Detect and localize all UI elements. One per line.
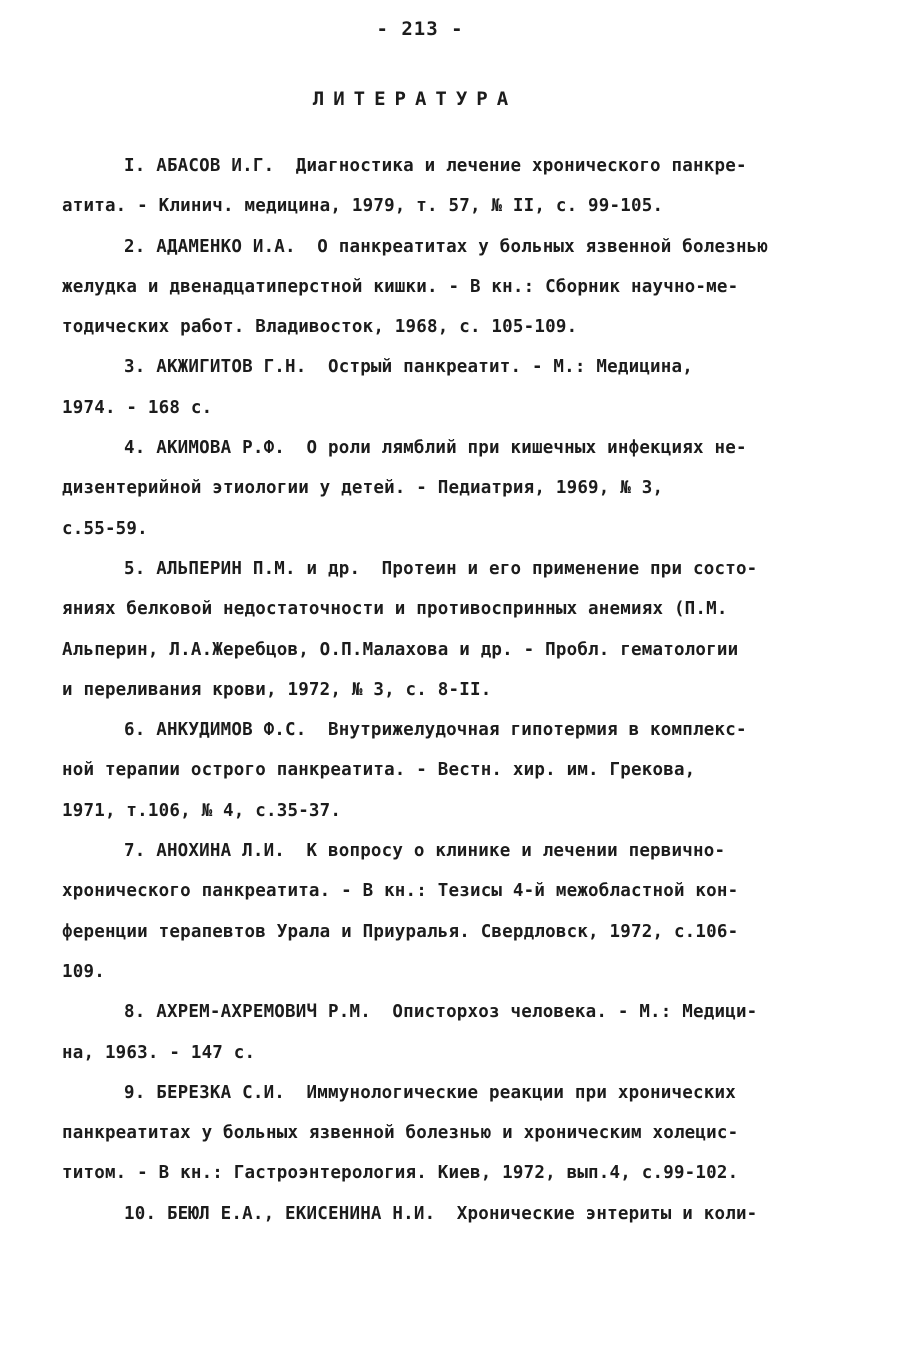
reference-item <box>62 146 862 227</box>
reference-line: дизентерийной этиологии у детей. - Педиатрия, 1969, № 3, <box>62 478 664 499</box>
reference-line: 1971, т.106, № 4, с.35-37. <box>62 800 342 821</box>
reference-line: 1974. - 168 с. <box>62 397 213 418</box>
reference-line: I. АБАСОВ И.Г. Диагностика и лечение хронического панкре- <box>124 156 747 176</box>
reference-line: яниях белковой недостаточности и противоспринных анемиях (П.М. <box>62 599 728 620</box>
reference-line: с.55-59. <box>62 518 148 539</box>
reference-line: ной терапии острого панкреатита. - Вестн. хир. им. Грекова, <box>62 760 696 781</box>
reference-line: 7. АНОХИНА Л.И. К вопросу о клинике и лечении первично- <box>124 841 726 862</box>
reference-line: на, 1963. - 147 с. <box>62 1042 256 1063</box>
reference-item <box>62 549 862 710</box>
reference-item <box>62 227 862 348</box>
reference-item <box>62 1194 862 1234</box>
reference-line: и переливания крови, 1972, № 3, с. 8-II. <box>62 679 492 700</box>
reference-line: хронического панкреатита. - В кн.: Тезисы 4-й межобластной кон- <box>62 881 739 902</box>
reference-line: Альперин, Л.А.Жеребцов, О.П.Малахова и др. - Пробл. гематологии <box>62 639 739 660</box>
reference-item <box>62 347 862 428</box>
reference-item <box>62 428 862 549</box>
reference-item <box>62 992 862 1073</box>
reference-line: желудка и двенадцатиперстной кишки. - В кн.: Сборник научно-ме- <box>62 276 739 297</box>
reference-line: ференции терапевтов Урала и Приуралья. Свердловск, 1972, с.106- <box>62 921 739 942</box>
reference-list <box>62 146 862 1234</box>
reference-item <box>62 831 862 992</box>
reference-line: 10. БЕЮЛ Е.А., ЕКИСЕНИНА Н.И. Хронические энтериты и коли- <box>124 1203 758 1224</box>
reference-line: 5. АЛЬПЕРИН П.М. и др. Протеин и его применение при состо- <box>124 558 758 579</box>
reference-line: 8. АХРЕМ-АХРЕМОВИЧ Р.М. Описторхоз человека. - М.: Медици- <box>124 1002 758 1023</box>
reference-line: 6. АНКУДИМОВ Ф.С. Внутрижелудочная гипотермия в комплекс- <box>124 720 747 741</box>
reference-line: панкреатитах у больных язвенной болезнью и хроническим холецис- <box>62 1123 739 1144</box>
reference-item <box>62 1073 862 1194</box>
reference-line: тодических работ. Владивосток, 1968, с. 105-109. <box>62 317 578 338</box>
reference-item <box>62 710 862 831</box>
reference-line: 4. АКИМОВА Р.Ф. О роли лямблий при кишечных инфекциях не- <box>124 438 747 459</box>
page-title: ЛИТЕРАТУРА <box>312 88 518 110</box>
reference-line: 2. АДАМЕНКО И.А. О панкреатитах у больных язвенной болезнью <box>124 236 769 257</box>
reference-line: атита. - Клинич. медицина, 1979, т. 57, № II, с. 99-105. <box>62 196 664 217</box>
reference-line: 109. <box>62 961 105 982</box>
reference-line: 3. АКЖИГИТОВ Г.Н. Острый панкреатит. - М.: Медицина, <box>124 357 694 378</box>
reference-line: 9. БЕРЕЗКА С.И. Иммунологические реакции при хронических <box>124 1082 736 1103</box>
reference-line: титом. - В кн.: Гастроэнтерология. Киев, 1972, вып.4, с.99-102. <box>62 1163 739 1184</box>
page-number: - 213 - <box>376 18 464 40</box>
